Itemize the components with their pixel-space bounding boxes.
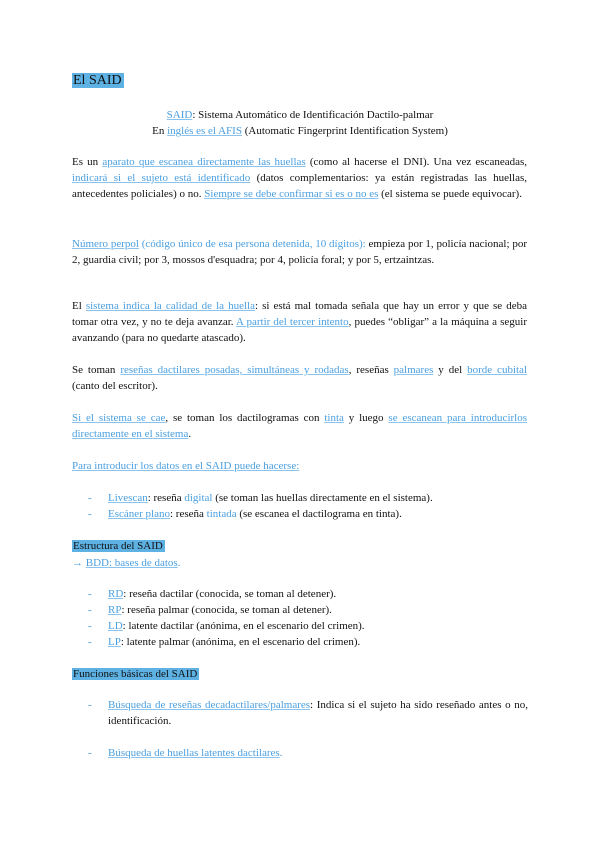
busqueda-latentes-end: .	[279, 747, 283, 759]
p1-text-d: (el sistema se puede equivocar).	[378, 188, 522, 200]
ld-desc: : latente dactilar (anónima, en el escenario del crimen).	[122, 620, 365, 632]
p5-text-c: .	[188, 428, 192, 440]
p4-text-c: y del	[433, 364, 468, 376]
subtitle-en: En	[152, 125, 168, 137]
arrow-icon: →	[72, 557, 86, 569]
funciones-list-2	[88, 745, 528, 761]
list-dash: -	[88, 747, 92, 759]
paragraph-caida	[72, 410, 527, 442]
bdd-end: .	[177, 557, 181, 569]
p1-link-identificado[interactable]: indicará si el sujeto está identificado	[72, 172, 251, 184]
title-highlight: El SAID	[73, 73, 122, 88]
livescan-link[interactable]: Livescan	[108, 492, 148, 504]
p5-link-tinta[interactable]: tinta	[324, 412, 344, 424]
list-dash: -	[88, 492, 92, 504]
bdd-link[interactable]: BDD: bases de datos	[85, 557, 178, 569]
subtitle-line-1	[0, 107, 600, 123]
said-definition: : Sistema Automático de Identificación Dactilo-palmar	[192, 109, 434, 121]
busqueda-resenas-desc: : Indica si el sujeto ha sido reseñado antes o no, identificación.	[108, 699, 528, 727]
p3-link-intento[interactable]: A partir del tercer intento	[236, 316, 349, 328]
p5-text-a: , se toman los dactilogramas con	[165, 412, 325, 424]
afis-definition: (Automatic Fingerprint Identification System)	[241, 125, 448, 137]
method-desc: (se toman las huellas directamente en el sistema).	[212, 492, 433, 504]
estructura-list	[88, 586, 528, 650]
p1-link-aparato[interactable]: aparato que escanea directamente las huellas	[102, 156, 306, 168]
p4-link-resenas[interactable]: reseñas dactilares posadas, simultáneas y rodadas	[120, 364, 349, 376]
lp-desc: : latente palmar (anónima, en el escenario del crimen).	[120, 636, 361, 648]
list-dash: -	[88, 588, 92, 600]
p1-text-a: Es un	[72, 156, 103, 168]
afis-link[interactable]: inglés es el AFIS	[167, 125, 242, 137]
lp-link[interactable]: LP	[108, 636, 121, 648]
method-item-escaner	[88, 506, 528, 522]
rd-desc: : reseña dactilar (conocida, se toman al detener).	[123, 588, 337, 600]
p3-link-calidad[interactable]: sistema indica la calidad de la huella	[85, 300, 255, 312]
p5-link-escanean[interactable]: se escanean para introducirlos directamente en el sistema	[72, 412, 527, 440]
p1-text-b: (como al hacerse el DNI). Una vez escaneadas,	[305, 156, 527, 168]
p4-link-palmares[interactable]: palmares	[393, 364, 434, 376]
funciones-list	[88, 697, 528, 729]
p3-text-c: , puedes “obligar” a la máquina a seguir avanzando (para no quedarte atascado).	[72, 316, 527, 344]
estructura-item-lp	[88, 634, 528, 650]
method-kind: tintada	[206, 508, 237, 520]
p4-text-d: (canto del escritor).	[72, 380, 158, 392]
method-item-livescan	[88, 490, 528, 506]
busqueda-resenas-link[interactable]: Búsqueda de reseñas decadactilares/palmares	[108, 699, 311, 711]
p1-link-confirmar[interactable]: Siempre se debe confirmar si es o no es	[204, 188, 379, 200]
estructura-item-rp	[88, 602, 528, 618]
bdd-line	[72, 555, 527, 571]
p2-note: (código único de esa persona detenida, 10 dígitos)	[138, 238, 363, 250]
p3-text-a: El	[72, 300, 86, 312]
rd-link[interactable]: RD	[108, 588, 124, 600]
methods-list	[88, 490, 528, 522]
subtitle	[0, 107, 600, 139]
method-sep: : reseña	[147, 492, 185, 504]
paragraph-aparato	[72, 154, 527, 202]
p2-colon: :	[362, 238, 369, 250]
funciones-heading	[72, 666, 527, 682]
p2-link-perpol[interactable]: Número perpol	[72, 238, 139, 250]
method-sep: : reseña	[170, 508, 207, 520]
method-kind: digital	[184, 492, 213, 504]
intro-line	[72, 458, 527, 474]
intro-link[interactable]: Para introducir los datos en el SAID puede hacerse:	[72, 460, 300, 472]
paragraph-calidad	[72, 298, 527, 346]
subtitle-line-2	[0, 123, 600, 139]
funcion-item-busqueda-resenas	[88, 697, 528, 729]
paragraph-perpol	[72, 236, 527, 268]
rp-link[interactable]: RP	[108, 604, 122, 616]
p4-link-borde[interactable]: borde cubital	[467, 364, 527, 376]
p4-text-a: Se toman	[72, 364, 121, 376]
p4-text-b: , reseñas	[348, 364, 394, 376]
p2-rest: empieza por 1, policía nacional; por 2, guardia civil; por 3, mossos d'esquadra; por 4, policía foral; y por 5, ertzaintzas.	[72, 238, 527, 266]
p5-link-cae[interactable]: Si el sistema se cae	[72, 412, 166, 424]
estructura-heading-text: Estructura del SAID	[73, 540, 163, 552]
p5-text-b: y luego	[343, 412, 389, 424]
estructura-item-ld	[88, 618, 528, 634]
list-dash: -	[88, 508, 92, 520]
document-title	[72, 72, 527, 90]
funcion-item-busqueda-latentes	[88, 745, 528, 761]
paragraph-resenas	[72, 362, 527, 394]
list-dash: -	[88, 699, 92, 711]
rp-desc: : reseña palmar (conocida, se toman al detener).	[121, 604, 332, 616]
list-dash: -	[88, 604, 92, 616]
method-desc: (se escanea el dactilograma en tinta).	[236, 508, 402, 520]
busqueda-latentes-link[interactable]: Búsqueda de huellas latentes dactilares	[108, 747, 280, 759]
funciones-heading-text: Funciones básicas del SAID	[73, 668, 198, 680]
p1-text-c: (datos complementarios: ya están registradas las huellas, antecedentes policiales) o no.	[72, 172, 527, 200]
list-dash: -	[88, 636, 92, 648]
estructura-heading	[72, 538, 527, 554]
said-link[interactable]: SAID	[166, 109, 193, 121]
estructura-item-rd	[88, 586, 528, 602]
escaner-link[interactable]: Escáner plano	[108, 508, 170, 520]
p3-text-b: : si está mal tomada señala que hay un error y que se deba tomar otra vez, y no te deja avanzar.	[72, 300, 527, 328]
ld-link[interactable]: LD	[108, 620, 123, 632]
list-dash: -	[88, 620, 92, 632]
